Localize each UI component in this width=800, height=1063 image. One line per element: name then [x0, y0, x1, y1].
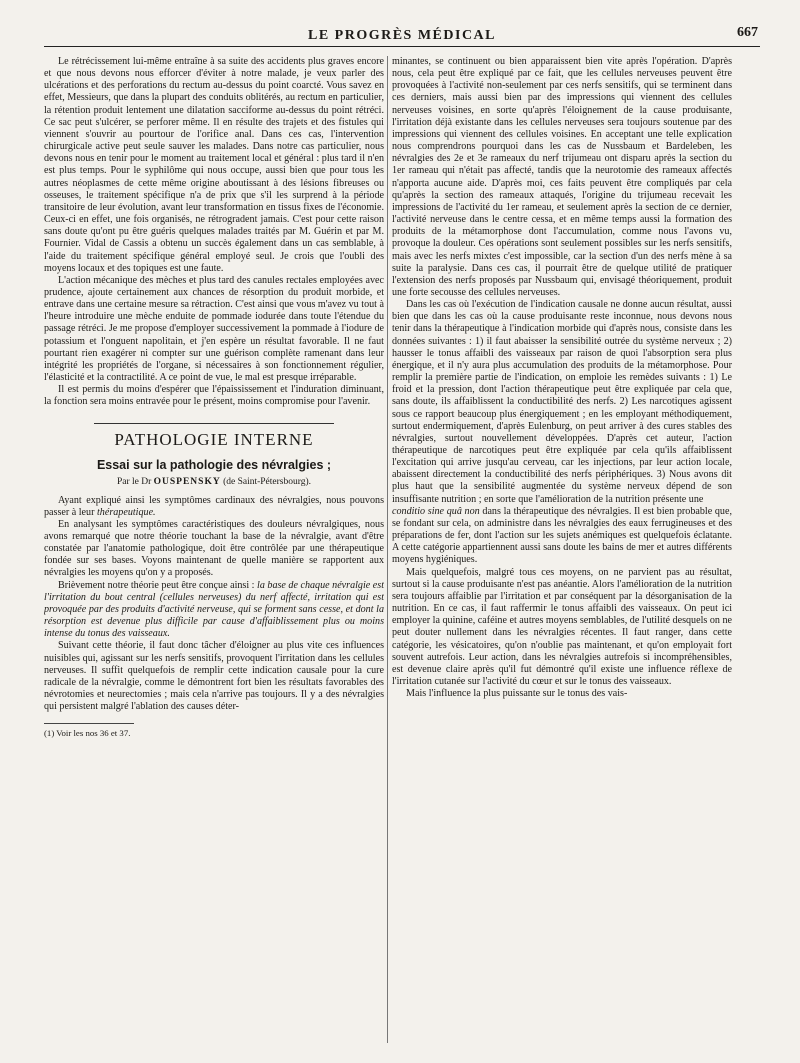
paragraph-text: Brièvement notre théorie peut être conçue ainsi :	[58, 579, 255, 591]
paragraph: Mais l'influence la plus puissante sur le tonus des vais-	[406, 688, 628, 700]
footnote: (1) Voir les nos 36 et 37.	[44, 728, 131, 739]
article-title: Essai sur la pathologie des névralgies ;	[96, 458, 332, 473]
paragraph	[392, 506, 732, 567]
byline	[44, 477, 384, 488]
paragraph: Il est permis du moins d'espérer que l'épaississement et l'induration diminuant, la fonction sera moins entravée pour le présent, moins compromise pour l'avenir.	[44, 384, 384, 408]
author-place: (de Saint-Pétersbourg).	[223, 477, 312, 488]
author-name: OUSPENSKY	[153, 477, 221, 488]
paragraph: minantes, se continuent ou bien apparaissent bien vite après l'opération. D'après nous, cela peut être expliqué par ce fait, que les cellules nerveuses peuvent être provoquées à l'activité non-seulement par ces nerfs sensitifs, qui se terminent dans ces derniers, mais aussi bien par des impressions qui viennent des cellules nerveuses voisines, en sorte qu'après l'éloignement de la cause produisante, l'irritation déjà existante dans les cellules nerveuses sera toujours soutenue par des impressions qui viennent des cellules voisines. En acceptant une telle explication nous comprendrons pourquoi dans les cas de Nussbaum et Bardeleben, les névralgies des 2e et 3e rameaux du nerf trijumeau ont disparu après la section du 1er rameau qui n'était pas affecté, tandis que la neurotomie des rameaux affectés n'apporta aucune aide. D'après moi, ces faits peuvent être compliqués par cela qu'après la section des rameaux attaqués, l'origine du trijumeau recevait les impressions de l'activité du 1er rameau, et seulement après la section de ce dernier, l'activité nerveuse dans le centre cessa, et en même temps aussi la formation des produits de la métamorphose dont l'accumulation, comme nous l'avons vu, provoque la douleur. Ces opérations sont seulement possibles sur les nerfs sensitifs, mais avec les nerfs mixtes c'est impossible, car la section d'un des nerfs mène à sa suite la paralysie. Dans ces cas, il pourrait être de quelque utilité de pratiquer l'extension des nerfs proposés par Nussbaum qui, envisagé théoriquement, produit une forte secousse des cellules nerveuses.	[392, 56, 732, 298]
section-title: PATHOLOGIE INTERNE	[114, 429, 314, 449]
paragraph: En analysant les symptômes caractéristiques des douleurs névralgiques, nous avons remarqué que notre théorie touchant la base de la névralgie, avant d'être constatée par l'anatomie pathologique, doit être contrôlée par une thérapeutique fondée sur ses bases. Voyons maintenant de quelle manière se rapportent aux névralgies les moyens qu'on y a proposés.	[44, 518, 384, 579]
italic-text: conditio sine quâ non	[392, 505, 480, 517]
italic-text: la base de chaque névralgie est l'irritation du bout central (cellules nerveuses) du nerf affecté, irritation qui est provoquée par des produits d'activité nerveuse, qui se forment sans cesse, et dont la résorption est devenue plus difficile par cause d'affaiblissement plus ou moins intense du tonus des vaisseaux.	[44, 579, 384, 640]
right-column	[392, 56, 732, 1043]
footnote-divider	[44, 723, 134, 724]
paragraph	[44, 580, 384, 641]
page-number: 667	[737, 25, 758, 40]
paragraph-text: dans la thérapeutique des névralgies. Il est bien probable que, se fondant sur cela, on administre dans les névralgies des eaux ferrugineuses et des préparations de fer, dont l'action sur les sujets anémiques est quelquefois éclatante. A cette catégorie appartiennent aussi sans doute les bains de mer et autres différents moyens hygiéniques.	[392, 505, 732, 566]
paragraph: L'action mécanique des mèches et plus tard des canules rectales employées avec prudence, ajoute certainement aux chances de résorption du produit morbide, et entrave dans une certaine mesure sa rétraction. C'est ainsi que vous m'avez vu tout à l'heure introduire une mèche enduite de pommade iodurée dans toute l'étendue du passage rétréci. Je me propose d'employer successivement la pommade à l'iodure de potassium et l'onguent napolitain, et j'en espère un résultat favorable. Il ne faut pourtant rien exagérer ni compter sur une guérison complète ramenant dans leur intégrité les propriétés de l'organe, si nécessaires à son fonctionnement régulier, l'élasticité et la contractilité. A ce point de vue, le mal est presque irréparable.	[44, 274, 384, 384]
paragraph: Mais quelquefois, malgré tous ces moyens, on ne parvient pas au résultat, surtout si la cause produisante n'est pas anéantie. Alors l'amélioration de la nutrition sera toujours affaiblie par l'irritation et par conséquent par la désorganisation de la nutrition. En ce cas, il faut raffermir le tonus affaibli des vaisseaux. On peut ici employer la quinine, caféine et autres moyens semblables, de l'utilité desquels on ne peut douter nullement dans les névralgies récentes. Il faut ranger, dans cette catégorie, les vésicatoires, qu'on n'oublie pas maintenant, et qu'on employait fort souvent autrefois. Leur action, dans les névralgies autrefois si incompréhensibles, est devenue claire après qu'il fut démontré qu'il existe une influence réflexe de l'irritation cutanée sur l'activité du cœur et sur le tonus des vaisseaux.	[392, 566, 732, 687]
running-header	[44, 22, 760, 47]
italic-text: thérapeutique.	[96, 506, 156, 518]
journal-title: LE PROGRÈS MÉDICAL	[307, 28, 497, 43]
left-column	[44, 56, 384, 1043]
section-divider	[94, 423, 334, 424]
column-divider	[387, 56, 388, 1043]
paragraph: Le rétrécissement lui-même entraîne à sa suite des accidents plus graves encore et que nous devons nous efforcer d'éviter à notre malade, je veux parler des ulcérations et des perforations du rectum au-dessus du point coarcté. Vous savez en effet, Messieurs, que dans la plupart des conduits oblitérés, au rectum en particulier, la rétention produit lentement une dilatation sacciforme au-dessus du point rétréci. Ce sac peut s'ulcérer, se perforer même. Il en résulte des trajets et des fistules qui viennent s'ouvrir au pourtour de l'orifice anal. Dans ces cas, l'intervention chirurgicale active peut seule sauver les malades. Dans notre cas particulier, nous devons nous en tenir pour le moment au traitement local et général : plus tard il n'en est plus temps. Pour le syphilôme qui nous occupe, aussi bien que pour tous les autres néoplasmes de cette même origine aboutissant à des lésions fibreuses ou osseuses, le traitement spécifique n'a de prix que s'il les surprend à la période transitoire de leur évolution, avant leur transformation en tissus fixes de l'économie. Ceux-ci en effet, une fois organisés, ne rétrogradent jamais. C'est pour cette raison sans doute qu'ont pu être guéris quelques malades traités par M. Guérin et par M. Fournier. Vidal de Cassis a obtenu un succès également dans un cas semblable, à l'aide du traitement spécifique général employé seul. Je crois que l'oubli des moyens locaux et des topiques est une faute.	[44, 56, 384, 274]
paragraph-text: Ayant expliqué ainsi les symptômes cardinaux des névralgies, nous pouvons passer à leur	[44, 494, 384, 518]
paragraph	[44, 495, 384, 519]
paragraph: Dans les cas où l'exécution de l'indication causale ne donne aucun résultat, aussi bien que dans les cas où la cause produisante reste inconnue, nous devons nous tenir dans la thérapeutique à l'indication morbide qui d'après nous, consiste dans les données suivantes : 1) il faut abaisser la sensibilité outrée du système nerveux ; 2) hausser le tonus affaibli des vaisseaux par raison de quoi l'absorption sera plus énergique, et il n'y aura plus accumulation des produits de la métamorphose. Pour remplir la première partie de l'indication, on emploie les remèdes suivants : 1) Le froid et la pression, dont l'action thérapeutique peut être expliquée par cela que, sans doute, ils affaiblissent la conductibilité des nerfs. 2) Les narcotiques agissent sous ce rapport beaucoup plus énergiquement ; en les employant méthodiquement, surtout endermiquement, d'après Eulenburg, on peut arriver à des cures stables des névralgies, surtout nouvellement développées. D'après cet auteur, l'action thérapeutique de narcotiques peut être expliquée par cela qu'ils affaiblissent l'excitation qui arrive jusqu'au cerveau, car les injections, par leur action locale, abaissent directement la conductibilité des nerfs périphériques. 3) Nous avons dit plus haut que la sensibilité augmentée du système nerveux dépend de son insuffisante nutrition ; en sorte que l'amélioration de la nutrition présente une	[392, 299, 732, 505]
paragraph: Suivant cette théorie, il faut donc tâcher d'éloigner au plus vite ces influences nuisibles qui, agissant sur les nerfs sensitifs, provoquent l'irritation dans les cellules nerveuses. Il suffit quelquefois de remplir cette indication causale pour la cure radicale de la névralgie, comme le démontrent fort bien les résultats favorables des névrotomies et neurectomies ; mais cela n'arrive pas toujours. Il y a des névralgies qui persistent malgré l'ablation des causes déter-	[44, 640, 384, 713]
byline-prefix: Par le Dr	[116, 477, 152, 488]
